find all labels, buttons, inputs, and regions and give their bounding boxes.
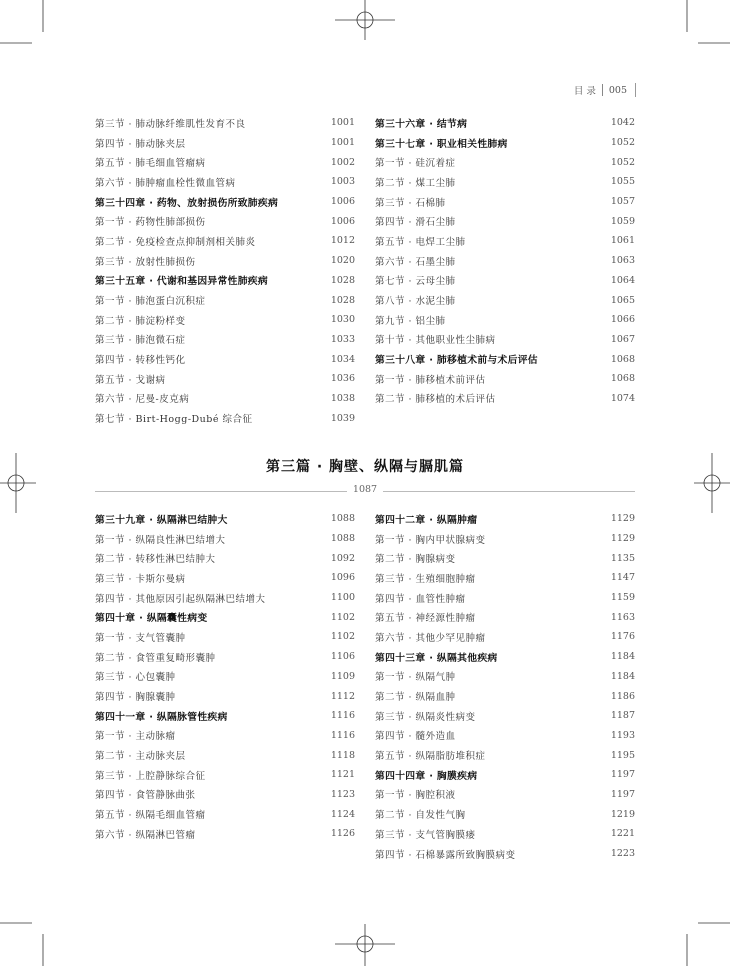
toc-entry-title: 第三节 · 肺动脉纤维肌性发育不良 bbox=[95, 118, 246, 130]
toc-entry-page: 1003 bbox=[330, 176, 355, 188]
toc-section-entry[interactable] bbox=[95, 824, 355, 844]
part-title: 第三篇 · 胸壁、纵隔与膈肌篇 bbox=[265, 459, 465, 475]
toc-chapter-entry[interactable] bbox=[95, 192, 355, 212]
toc-section-entry[interactable] bbox=[95, 310, 355, 330]
toc-entry-page: 1033 bbox=[330, 333, 355, 345]
toc-entry-title: 第三节 · 卡斯尔曼病 bbox=[95, 573, 186, 585]
header-divider bbox=[602, 84, 603, 96]
toc-chapter-entry[interactable] bbox=[95, 706, 355, 726]
toc-entry-page: 1124 bbox=[330, 808, 355, 820]
toc-entry-title: 第六节 · 尼曼-皮克病 bbox=[95, 394, 190, 406]
toc-entry-title: 第五节 · 戈谢病 bbox=[95, 374, 166, 386]
toc-entry-title: 第二节 · 煤工尘肺 bbox=[375, 177, 456, 189]
toc-section-entry[interactable] bbox=[95, 349, 355, 369]
toc-entry-title: 第二节 · 自发性气胸 bbox=[375, 810, 466, 822]
part-page-number-wrap bbox=[0, 484, 730, 495]
toc-entry-page: 1186 bbox=[610, 690, 635, 702]
toc-entry-title: 第四十四章 · 胸膜疾病 bbox=[375, 770, 478, 782]
toc-section-entry[interactable] bbox=[95, 548, 355, 568]
toc-section-entry[interactable] bbox=[95, 627, 355, 647]
toc-entry-title: 第三十四章 · 药物、放射损伤所致肺疾病 bbox=[95, 197, 279, 209]
toc-entry-page: 1116 bbox=[330, 710, 355, 722]
toc-entry-title: 第五节 · 电焊工尘肺 bbox=[375, 236, 466, 248]
toc-entry-page: 1038 bbox=[330, 392, 355, 404]
toc-entry-page: 1020 bbox=[330, 255, 355, 267]
toc-entry-title: 第一节 · 胸内甲状腺病变 bbox=[375, 534, 486, 546]
header-page-number: 005 bbox=[608, 84, 627, 96]
toc-entry-page: 1088 bbox=[330, 513, 355, 525]
toc-entry-page: 1061 bbox=[610, 235, 635, 247]
toc-section-entry[interactable] bbox=[375, 627, 635, 647]
toc-section-entry[interactable] bbox=[375, 548, 635, 568]
toc-entry-title: 第一节 · 纵隔气肿 bbox=[375, 672, 456, 684]
toc-entry-page: 1066 bbox=[610, 314, 635, 326]
toc-entry-title: 第六节 · 石墨尘肺 bbox=[375, 256, 456, 268]
toc-entry-page: 1184 bbox=[610, 651, 635, 663]
toc-entry-page: 1112 bbox=[330, 690, 355, 702]
toc-entry-title: 第四节 · 转移性钙化 bbox=[95, 355, 186, 367]
toc-entry-page: 1116 bbox=[330, 729, 355, 741]
toc-entry-title: 第一节 · 胸腔积液 bbox=[375, 790, 456, 802]
toc-entry-page: 1028 bbox=[330, 294, 355, 306]
toc-entry-page: 1109 bbox=[330, 670, 355, 682]
toc-entry-title: 第四节 · 食管静脉曲张 bbox=[95, 790, 196, 802]
toc-entry-page: 1096 bbox=[330, 572, 355, 584]
toc-chapter-entry[interactable] bbox=[95, 271, 355, 291]
toc-entry-title: 第二节 · 肺移植的术后评估 bbox=[375, 394, 496, 406]
toc-section-entry[interactable] bbox=[95, 408, 355, 428]
toc-section-entry[interactable] bbox=[375, 745, 635, 765]
toc-entry-title: 第三十六章 · 结节病 bbox=[375, 118, 468, 130]
toc-section-entry[interactable] bbox=[375, 330, 635, 350]
toc-section-entry[interactable] bbox=[95, 588, 355, 608]
toc-section-entry[interactable] bbox=[375, 192, 635, 212]
toc-entry-title: 第二节 · 免疫检查点抑制剂相关肺炎 bbox=[95, 236, 256, 248]
toc-entry-title: 第三节 · 上腔静脉综合征 bbox=[95, 770, 206, 782]
toc-entry-page: 1074 bbox=[610, 392, 635, 404]
toc-entry-page: 1147 bbox=[610, 572, 635, 584]
toc-section-entry[interactable] bbox=[95, 172, 355, 192]
toc-entry-page: 1121 bbox=[330, 769, 355, 781]
toc-entry-title: 第九节 · 铝尘肺 bbox=[375, 315, 446, 327]
toc-section-entry[interactable] bbox=[375, 389, 635, 409]
toc-section-entry[interactable] bbox=[95, 133, 355, 153]
toc-section-entry[interactable] bbox=[95, 369, 355, 389]
toc-entry-page: 1197 bbox=[610, 769, 635, 781]
toc-chapter-entry[interactable] bbox=[375, 647, 635, 667]
header-end-rule bbox=[635, 83, 636, 97]
toc-entry-page: 1195 bbox=[610, 749, 635, 761]
toc-section-entry[interactable] bbox=[95, 568, 355, 588]
toc-section-entry[interactable] bbox=[95, 726, 355, 746]
toc-entry-title: 第三十八章 · 肺移植术前与术后评估 bbox=[375, 355, 538, 367]
toc-entry-title: 第四节 · 血管性肿瘤 bbox=[375, 593, 466, 605]
toc-entry-title: 第二节 · 胸腺病变 bbox=[375, 554, 456, 566]
toc-entry-title: 第三节 · 石棉肺 bbox=[375, 197, 446, 209]
toc-section-entry[interactable] bbox=[375, 804, 635, 824]
toc-entry-title: 第十节 · 其他职业性尘肺病 bbox=[375, 335, 496, 347]
toc-entry-page: 1057 bbox=[610, 196, 635, 208]
part-page-number: 1087 bbox=[347, 484, 383, 495]
toc-entry-page: 1129 bbox=[610, 513, 635, 525]
toc-entry-title: 第一节 · 主动脉瘤 bbox=[95, 731, 176, 743]
toc-entry-title: 第三节 · 放射性肺损伤 bbox=[95, 256, 196, 268]
toc-entry-title: 第一节 · 药物性肺部损伤 bbox=[95, 217, 206, 229]
toc-chapter-entry[interactable] bbox=[375, 113, 635, 133]
toc-section-entry[interactable] bbox=[375, 667, 635, 687]
toc-entry-page: 1059 bbox=[610, 215, 635, 227]
toc-entry-page: 1163 bbox=[610, 611, 635, 623]
toc-section-entry[interactable] bbox=[375, 726, 635, 746]
toc-entry-title: 第一节 · 支气管囊肿 bbox=[95, 632, 186, 644]
toc-section-entry[interactable] bbox=[375, 686, 635, 706]
toc-entry-page: 1036 bbox=[330, 373, 355, 385]
toc-section-entry[interactable] bbox=[375, 607, 635, 627]
toc-entry-page: 1129 bbox=[610, 533, 635, 545]
toc-entry-title: 第一节 · 硅沉着症 bbox=[375, 158, 456, 170]
toc-entry-page: 1055 bbox=[610, 176, 635, 188]
header-label: 目 录 bbox=[573, 86, 596, 97]
toc-entry-page: 1221 bbox=[610, 828, 635, 840]
toc-entry-page: 1065 bbox=[610, 294, 635, 306]
toc-section-entry[interactable] bbox=[95, 529, 355, 549]
toc-entry-title: 第四十章 · 纵隔囊性病变 bbox=[95, 613, 208, 625]
toc-entry-title: 第三十七章 · 职业相关性肺病 bbox=[375, 138, 508, 150]
toc-entry-title: 第五节 · 纵隔毛细血管瘤 bbox=[95, 810, 206, 822]
toc-entry-title: 第四节 · 石棉暴露所致胸膜病变 bbox=[375, 849, 516, 861]
toc-entry-title: 第一节 · 肺泡蛋白沉积症 bbox=[95, 296, 206, 308]
toc-entry-page: 1135 bbox=[610, 552, 635, 564]
toc-section-entry[interactable] bbox=[375, 785, 635, 805]
toc-entry-title: 第四十三章 · 纵隔其他疾病 bbox=[375, 652, 498, 664]
toc-entry-page: 1030 bbox=[330, 314, 355, 326]
toc-entry-page: 1052 bbox=[610, 137, 635, 149]
toc-section-entry[interactable] bbox=[375, 251, 635, 271]
toc-chapter-entry[interactable] bbox=[375, 765, 635, 785]
toc-entry-page: 1118 bbox=[330, 749, 355, 761]
toc-entry-title: 第四节 · 髓外造血 bbox=[375, 731, 456, 743]
toc-entry-page: 1102 bbox=[330, 631, 355, 643]
toc-entry-title: 第五节 · 纵隔脂肪堆积症 bbox=[375, 751, 486, 763]
toc-chapter-entry[interactable] bbox=[95, 607, 355, 627]
toc-section-entry[interactable] bbox=[95, 290, 355, 310]
toc-section-entry[interactable] bbox=[375, 568, 635, 588]
toc-section-entry[interactable] bbox=[95, 231, 355, 251]
toc-section-entry[interactable] bbox=[375, 529, 635, 549]
toc-section-entry[interactable] bbox=[95, 647, 355, 667]
toc-entry-page: 1034 bbox=[330, 353, 355, 365]
toc-entry-page: 1006 bbox=[330, 196, 355, 208]
toc-section-entry[interactable] bbox=[375, 271, 635, 291]
toc-section-entry[interactable] bbox=[375, 588, 635, 608]
toc-column-top-right bbox=[375, 113, 635, 408]
toc-entry-page: 1063 bbox=[610, 255, 635, 267]
toc-section-entry[interactable] bbox=[95, 785, 355, 805]
toc-entry-page: 1064 bbox=[610, 274, 635, 286]
toc-section-entry[interactable] bbox=[375, 369, 635, 389]
toc-entry-title: 第四节 · 滑石尘肺 bbox=[375, 217, 456, 229]
toc-section-entry[interactable] bbox=[95, 330, 355, 350]
toc-entry-title: 第一节 · 纵隔良性淋巴结增大 bbox=[95, 534, 226, 546]
toc-section-entry[interactable] bbox=[95, 211, 355, 231]
toc-entry-page: 1102 bbox=[330, 611, 355, 623]
toc-entry-title: 第八节 · 水泥尘肺 bbox=[375, 296, 456, 308]
toc-entry-page: 1002 bbox=[330, 156, 355, 168]
toc-column-bottom-left bbox=[95, 509, 355, 844]
toc-chapter-entry[interactable] bbox=[375, 349, 635, 369]
toc-section-entry[interactable] bbox=[375, 706, 635, 726]
toc-entry-title: 第二节 · 纵隔血肿 bbox=[375, 692, 456, 704]
toc-section-entry[interactable] bbox=[95, 667, 355, 687]
toc-entry-title: 第三节 · 生殖细胞肿瘤 bbox=[375, 573, 476, 585]
toc-entry-page: 1100 bbox=[330, 592, 355, 604]
toc-entry-title: 第七节 · Birt-Hogg-Dubé 综合征 bbox=[95, 414, 253, 426]
toc-entry-page: 1159 bbox=[610, 592, 635, 604]
toc-entry-page: 1012 bbox=[330, 235, 355, 247]
toc-column-bottom-right bbox=[375, 509, 635, 863]
toc-entry-page: 1067 bbox=[610, 333, 635, 345]
toc-section-entry[interactable] bbox=[95, 765, 355, 785]
running-header bbox=[574, 80, 636, 100]
toc-entry-title: 第四节 · 其他原因引起纵隔淋巴结增大 bbox=[95, 593, 266, 605]
toc-entry-page: 1187 bbox=[610, 710, 635, 722]
toc-section-entry[interactable] bbox=[375, 290, 635, 310]
toc-entry-title: 第四节 · 肺动脉夹层 bbox=[95, 138, 186, 150]
toc-entry-page: 1088 bbox=[330, 533, 355, 545]
toc-entry-title: 第四十一章 · 纵隔脉管性疾病 bbox=[95, 711, 228, 723]
toc-entry-title: 第三节 · 支气管胸膜瘘 bbox=[375, 829, 476, 841]
toc-entry-page: 1039 bbox=[330, 412, 355, 424]
toc-entry-page: 1126 bbox=[330, 828, 355, 840]
toc-entry-title: 第一节 · 肺移植术前评估 bbox=[375, 374, 486, 386]
toc-section-entry[interactable] bbox=[95, 113, 355, 133]
toc-entry-title: 第四十二章 · 纵隔肿瘤 bbox=[375, 514, 478, 526]
toc-entry-title: 第三十五章 · 代谢和基因异常性肺疾病 bbox=[95, 276, 268, 288]
toc-section-entry[interactable] bbox=[95, 686, 355, 706]
toc-entry-title: 第六节 · 肺肿瘤血栓性微血管病 bbox=[95, 177, 236, 189]
toc-entry-title: 第二节 · 转移性淋巴结肿大 bbox=[95, 554, 216, 566]
toc-entry-page: 1068 bbox=[610, 353, 635, 365]
toc-entry-title: 第三十九章 · 纵隔淋巴结肿大 bbox=[95, 514, 228, 526]
toc-entry-title: 第六节 · 其他少罕见肿瘤 bbox=[375, 632, 486, 644]
toc-entry-page: 1068 bbox=[610, 373, 635, 385]
toc-entry-title: 第二节 · 主动脉夹层 bbox=[95, 751, 186, 763]
toc-entry-title: 第四节 · 胸腺囊肿 bbox=[95, 692, 176, 704]
toc-section-entry[interactable] bbox=[375, 824, 635, 844]
toc-entry-page: 1223 bbox=[610, 848, 635, 860]
toc-entry-title: 第二节 · 食管重复畸形囊肿 bbox=[95, 652, 216, 664]
toc-entry-page: 1092 bbox=[330, 552, 355, 564]
toc-entry-page: 1176 bbox=[610, 631, 635, 643]
toc-entry-page: 1001 bbox=[330, 117, 355, 129]
toc-chapter-entry[interactable] bbox=[95, 509, 355, 529]
toc-section-entry[interactable] bbox=[375, 172, 635, 192]
toc-chapter-entry[interactable] bbox=[375, 509, 635, 529]
toc-entry-page: 1106 bbox=[330, 651, 355, 663]
toc-section-entry[interactable] bbox=[375, 844, 635, 864]
toc-entry-page: 1219 bbox=[610, 808, 635, 820]
toc-entry-page: 1193 bbox=[610, 729, 635, 741]
toc-entry-page: 1184 bbox=[610, 670, 635, 682]
toc-entry-title: 第三节 · 肺泡微石症 bbox=[95, 335, 186, 347]
toc-entry-title: 第三节 · 纵隔炎性病变 bbox=[375, 711, 476, 723]
toc-entry-page: 1123 bbox=[330, 788, 355, 800]
toc-section-entry[interactable] bbox=[95, 152, 355, 172]
toc-section-entry[interactable] bbox=[375, 231, 635, 251]
toc-section-entry[interactable] bbox=[375, 310, 635, 330]
toc-section-entry[interactable] bbox=[95, 745, 355, 765]
toc-section-entry[interactable] bbox=[95, 251, 355, 271]
toc-entry-title: 第六节 · 纵隔淋巴管瘤 bbox=[95, 829, 196, 841]
toc-entry-title: 第五节 · 神经源性肿瘤 bbox=[375, 613, 476, 625]
toc-entry-page: 1001 bbox=[330, 137, 355, 149]
toc-entry-title: 第五节 · 肺毛细血管瘤病 bbox=[95, 158, 206, 170]
toc-chapter-entry[interactable] bbox=[375, 133, 635, 153]
toc-entry-title: 第三节 · 心包囊肿 bbox=[95, 672, 176, 684]
toc-section-entry[interactable] bbox=[95, 804, 355, 824]
toc-column-top-left bbox=[95, 113, 355, 428]
toc-entry-page: 1042 bbox=[610, 117, 635, 129]
toc-entry-page: 1006 bbox=[330, 215, 355, 227]
toc-section-entry[interactable] bbox=[95, 389, 355, 409]
toc-section-entry[interactable] bbox=[375, 211, 635, 231]
toc-entry-page: 1028 bbox=[330, 274, 355, 286]
toc-entry-title: 第七节 · 云母尘肺 bbox=[375, 276, 456, 288]
toc-entry-title: 第二节 · 肺淀粉样变 bbox=[95, 315, 186, 327]
toc-entry-page: 1197 bbox=[610, 788, 635, 800]
toc-section-entry[interactable] bbox=[375, 152, 635, 172]
toc-entry-page: 1052 bbox=[610, 156, 635, 168]
